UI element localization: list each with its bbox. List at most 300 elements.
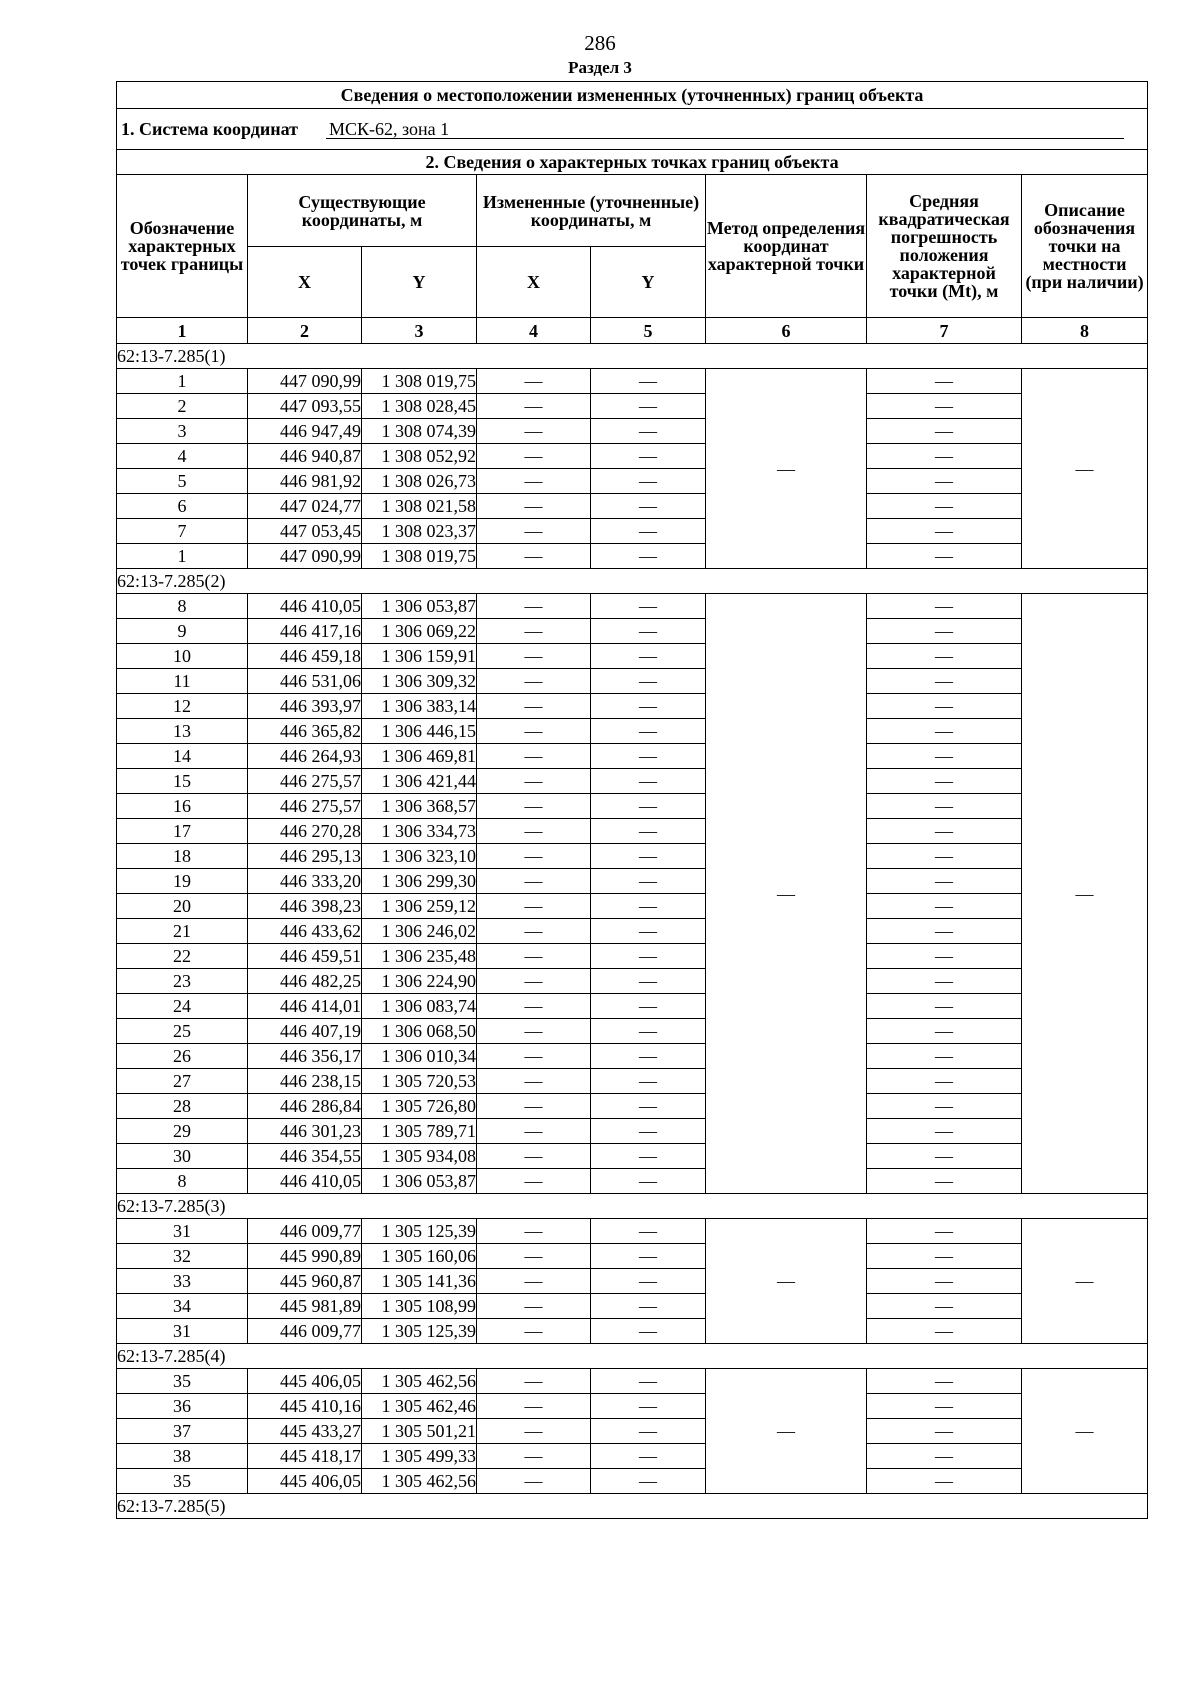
existing-y: 1 305 462,46 <box>362 1394 477 1419</box>
error-cell: — <box>867 1144 1022 1169</box>
changed-x: — <box>477 794 591 819</box>
existing-x: 447 024,77 <box>248 494 362 519</box>
changed-y: — <box>591 969 706 994</box>
existing-y: 1 305 501,21 <box>362 1419 477 1444</box>
existing-x: 446 407,19 <box>248 1019 362 1044</box>
changed-x: — <box>477 644 591 669</box>
changed-x: — <box>477 444 591 469</box>
changed-y: — <box>591 994 706 1019</box>
existing-y: 1 306 446,15 <box>362 719 477 744</box>
existing-y: 1 305 789,71 <box>362 1119 477 1144</box>
existing-x: 446 940,87 <box>248 444 362 469</box>
error-cell: — <box>867 444 1022 469</box>
cadastral-group-row <box>117 1494 1148 1519</box>
point-label: 21 <box>117 919 248 944</box>
changed-x: — <box>477 1144 591 1169</box>
existing-y: 1 306 068,50 <box>362 1019 477 1044</box>
description-cell: — <box>1022 369 1148 569</box>
point-label: 36 <box>117 1394 248 1419</box>
changed-y: — <box>591 1369 706 1394</box>
table-row <box>117 1144 1148 1169</box>
existing-y: 1 306 323,10 <box>362 844 477 869</box>
changed-x: — <box>477 519 591 544</box>
existing-y: 1 306 053,87 <box>362 1169 477 1194</box>
changed-x: — <box>477 1319 591 1344</box>
column-number: 4 <box>477 318 591 344</box>
changed-y: — <box>591 1319 706 1344</box>
description-cell: — <box>1022 1369 1148 1494</box>
point-label: 13 <box>117 719 248 744</box>
table-row <box>117 819 1148 844</box>
point-label: 12 <box>117 694 248 719</box>
existing-y: 1 306 235,48 <box>362 944 477 969</box>
error-cell: — <box>867 1269 1022 1294</box>
point-label: 1 <box>117 369 248 394</box>
changed-x: — <box>477 394 591 419</box>
existing-y: 1 305 125,39 <box>362 1319 477 1344</box>
existing-x: 446 482,25 <box>248 969 362 994</box>
changed-x: — <box>477 944 591 969</box>
changed-y: — <box>591 1094 706 1119</box>
error-cell: — <box>867 869 1022 894</box>
existing-x: 446 009,77 <box>248 1319 362 1344</box>
point-label: 10 <box>117 644 248 669</box>
point-label: 37 <box>117 1419 248 1444</box>
table-row <box>117 394 1148 419</box>
table-title: Сведения о местоположении измененных (уточненных) границ объекта <box>117 82 1148 109</box>
existing-y: 1 306 309,32 <box>362 669 477 694</box>
point-label: 22 <box>117 944 248 969</box>
changed-y: — <box>591 894 706 919</box>
column-number: 8 <box>1022 318 1148 344</box>
error-cell: — <box>867 1094 1022 1119</box>
point-label: 29 <box>117 1119 248 1144</box>
method-cell: — <box>706 594 867 1194</box>
header-x-changed: X <box>477 247 591 318</box>
existing-y: 1 306 053,87 <box>362 594 477 619</box>
changed-x: — <box>477 544 591 569</box>
changed-y: — <box>591 744 706 769</box>
column-number: 3 <box>362 318 477 344</box>
error-cell: — <box>867 969 1022 994</box>
point-label: 23 <box>117 969 248 994</box>
cadastral-number: 62:13-7.285(3) <box>117 1194 1148 1219</box>
changed-x: — <box>477 369 591 394</box>
existing-x: 446 238,15 <box>248 1069 362 1094</box>
changed-y: — <box>591 1419 706 1444</box>
changed-y: — <box>591 844 706 869</box>
table-row <box>117 1069 1148 1094</box>
table-row <box>117 1169 1148 1194</box>
existing-y: 1 306 083,74 <box>362 994 477 1019</box>
changed-x: — <box>477 1369 591 1394</box>
changed-x: — <box>477 1444 591 1469</box>
existing-y: 1 308 023,37 <box>362 519 477 544</box>
changed-y: — <box>591 694 706 719</box>
point-label: 34 <box>117 1294 248 1319</box>
changed-y: — <box>591 944 706 969</box>
column-number: 6 <box>706 318 867 344</box>
existing-y: 1 308 026,73 <box>362 469 477 494</box>
existing-y: 1 306 224,90 <box>362 969 477 994</box>
existing-y: 1 306 259,12 <box>362 894 477 919</box>
table-row <box>117 1444 1148 1469</box>
changed-y: — <box>591 1294 706 1319</box>
changed-x: — <box>477 494 591 519</box>
table-row <box>117 944 1148 969</box>
changed-y: — <box>591 644 706 669</box>
table-row <box>117 419 1148 444</box>
changed-x: — <box>477 594 591 619</box>
changed-y: — <box>591 494 706 519</box>
table-row <box>117 594 1148 619</box>
point-label: 33 <box>117 1269 248 1294</box>
table-row <box>117 1419 1148 1444</box>
changed-x: — <box>477 1419 591 1444</box>
point-label: 3 <box>117 419 248 444</box>
changed-y: — <box>591 619 706 644</box>
table-row <box>117 694 1148 719</box>
description-cell: — <box>1022 1219 1148 1344</box>
point-label: 24 <box>117 994 248 1019</box>
error-cell: — <box>867 1394 1022 1419</box>
changed-y: — <box>591 869 706 894</box>
point-label: 1 <box>117 544 248 569</box>
cadastral-group-row <box>117 569 1148 594</box>
changed-y: — <box>591 1119 706 1144</box>
changed-x: — <box>477 619 591 644</box>
existing-x: 446 275,57 <box>248 794 362 819</box>
changed-x: — <box>477 1244 591 1269</box>
table-row <box>117 1019 1148 1044</box>
existing-x: 446 393,97 <box>248 694 362 719</box>
changed-y: — <box>591 1069 706 1094</box>
existing-x: 446 286,84 <box>248 1094 362 1119</box>
changed-x: — <box>477 669 591 694</box>
changed-x: — <box>477 1169 591 1194</box>
column-number: 2 <box>248 318 362 344</box>
existing-x: 446 414,01 <box>248 994 362 1019</box>
existing-x: 445 433,27 <box>248 1419 362 1444</box>
header-existing-coords: Существующие координаты, м <box>248 175 477 247</box>
table-row <box>117 1094 1148 1119</box>
point-label: 35 <box>117 1469 248 1494</box>
existing-y: 1 308 028,45 <box>362 394 477 419</box>
existing-y: 1 305 125,39 <box>362 1219 477 1244</box>
existing-x: 446 009,77 <box>248 1219 362 1244</box>
changed-y: — <box>591 1019 706 1044</box>
changed-x: — <box>477 694 591 719</box>
table-row <box>117 1294 1148 1319</box>
table-row <box>117 719 1148 744</box>
error-cell: — <box>867 369 1022 394</box>
changed-y: — <box>591 419 706 444</box>
coordinate-system-label: 1. Система координат <box>121 118 298 139</box>
error-cell: — <box>867 1469 1022 1494</box>
cadastral-number: 62:13-7.285(5) <box>117 1494 1148 1519</box>
changed-x: — <box>477 1069 591 1094</box>
point-label: 9 <box>117 619 248 644</box>
description-cell: — <box>1022 594 1148 1194</box>
table-row <box>117 1244 1148 1269</box>
header-changed-coords: Измененные (уточненные) координаты, м <box>477 175 706 247</box>
existing-x: 446 947,49 <box>248 419 362 444</box>
error-cell: — <box>867 819 1022 844</box>
changed-y: — <box>591 769 706 794</box>
error-cell: — <box>867 594 1022 619</box>
existing-y: 1 305 726,80 <box>362 1094 477 1119</box>
error-cell: — <box>867 769 1022 794</box>
table-row <box>117 969 1148 994</box>
existing-x: 445 418,17 <box>248 1444 362 1469</box>
changed-y: — <box>591 719 706 744</box>
point-label: 16 <box>117 794 248 819</box>
changed-x: — <box>477 1394 591 1419</box>
table-row <box>117 769 1148 794</box>
existing-x: 446 459,51 <box>248 944 362 969</box>
changed-x: — <box>477 1219 591 1244</box>
changed-x: — <box>477 1294 591 1319</box>
table-row <box>117 1369 1148 1394</box>
error-cell: — <box>867 469 1022 494</box>
changed-x: — <box>477 1044 591 1069</box>
existing-x: 446 301,23 <box>248 1119 362 1144</box>
table-row <box>117 494 1148 519</box>
existing-x: 446 410,05 <box>248 1169 362 1194</box>
changed-y: — <box>591 794 706 819</box>
existing-x: 446 333,20 <box>248 869 362 894</box>
point-label: 5 <box>117 469 248 494</box>
header-x-existing: X <box>248 247 362 318</box>
existing-y: 1 308 021,58 <box>362 494 477 519</box>
point-label: 27 <box>117 1069 248 1094</box>
existing-y: 1 306 334,73 <box>362 819 477 844</box>
point-label: 20 <box>117 894 248 919</box>
existing-y: 1 305 934,08 <box>362 1144 477 1169</box>
cadastral-group-row <box>117 1344 1148 1369</box>
changed-y: — <box>591 1169 706 1194</box>
error-cell: — <box>867 1319 1022 1344</box>
coordinate-system-row <box>117 109 1148 150</box>
table-row <box>117 619 1148 644</box>
existing-y: 1 306 368,57 <box>362 794 477 819</box>
existing-y: 1 305 499,33 <box>362 1444 477 1469</box>
column-number: 1 <box>117 318 248 344</box>
existing-y: 1 305 108,99 <box>362 1294 477 1319</box>
existing-x: 446 270,28 <box>248 819 362 844</box>
existing-y: 1 308 019,75 <box>362 544 477 569</box>
existing-y: 1 306 069,22 <box>362 619 477 644</box>
error-cell: — <box>867 1019 1022 1044</box>
changed-y: — <box>591 1219 706 1244</box>
existing-y: 1 305 160,06 <box>362 1244 477 1269</box>
changed-x: — <box>477 744 591 769</box>
error-cell: — <box>867 619 1022 644</box>
table-row <box>117 1469 1148 1494</box>
changed-y: — <box>591 1244 706 1269</box>
error-cell: — <box>867 1419 1022 1444</box>
existing-x: 445 990,89 <box>248 1244 362 1269</box>
existing-y: 1 306 299,30 <box>362 869 477 894</box>
existing-x: 446 459,18 <box>248 644 362 669</box>
boundary-table <box>116 81 1148 1519</box>
point-label: 7 <box>117 519 248 544</box>
changed-y: — <box>591 544 706 569</box>
changed-x: — <box>477 869 591 894</box>
changed-y: — <box>591 594 706 619</box>
table-row <box>117 1394 1148 1419</box>
point-label: 38 <box>117 1444 248 1469</box>
header-method: Метод определения координат характерной точки <box>706 175 867 318</box>
error-cell: — <box>867 919 1022 944</box>
error-cell: — <box>867 644 1022 669</box>
error-cell: — <box>867 844 1022 869</box>
error-cell: — <box>867 994 1022 1019</box>
method-cell: — <box>706 1369 867 1494</box>
table-row <box>117 1119 1148 1144</box>
existing-y: 1 305 462,56 <box>362 1369 477 1394</box>
table-row <box>117 469 1148 494</box>
existing-x: 445 406,05 <box>248 1469 362 1494</box>
error-cell: — <box>867 1369 1022 1394</box>
table-row <box>117 644 1148 669</box>
existing-y: 1 308 052,92 <box>362 444 477 469</box>
method-cell: — <box>706 369 867 569</box>
header-y-changed: Y <box>591 247 706 318</box>
error-cell: — <box>867 744 1022 769</box>
table-row <box>117 794 1148 819</box>
existing-x: 446 264,93 <box>248 744 362 769</box>
changed-x: — <box>477 769 591 794</box>
section-title: Раздел 3 <box>568 58 632 77</box>
error-cell: — <box>867 944 1022 969</box>
point-label: 8 <box>117 594 248 619</box>
changed-x: — <box>477 1019 591 1044</box>
table-row <box>117 369 1148 394</box>
changed-y: — <box>591 1444 706 1469</box>
changed-y: — <box>591 519 706 544</box>
cadastral-number: 62:13-7.285(1) <box>117 344 1148 369</box>
existing-x: 445 410,16 <box>248 1394 362 1419</box>
point-label: 14 <box>117 744 248 769</box>
table-row <box>117 994 1148 1019</box>
existing-y: 1 306 010,34 <box>362 1044 477 1069</box>
table-row <box>117 1219 1148 1244</box>
point-label: 8 <box>117 1169 248 1194</box>
column-number: 7 <box>867 318 1022 344</box>
existing-x: 447 053,45 <box>248 519 362 544</box>
changed-y: — <box>591 444 706 469</box>
changed-y: — <box>591 919 706 944</box>
changed-y: — <box>591 1394 706 1419</box>
coordinate-system-value: МСК-62, зона 1 <box>326 120 1124 139</box>
error-cell: — <box>867 694 1022 719</box>
table-row <box>117 444 1148 469</box>
existing-x: 446 398,23 <box>248 894 362 919</box>
existing-x: 446 275,57 <box>248 769 362 794</box>
changed-x: — <box>477 1119 591 1144</box>
table-row <box>117 1269 1148 1294</box>
changed-y: — <box>591 1044 706 1069</box>
point-label: 4 <box>117 444 248 469</box>
point-label: 31 <box>117 1219 248 1244</box>
existing-x: 447 090,99 <box>248 544 362 569</box>
point-label: 11 <box>117 669 248 694</box>
existing-x: 446 531,06 <box>248 669 362 694</box>
point-label: 19 <box>117 869 248 894</box>
changed-x: — <box>477 844 591 869</box>
error-cell: — <box>867 1169 1022 1194</box>
table-row <box>117 844 1148 869</box>
existing-x: 446 356,17 <box>248 1044 362 1069</box>
error-cell: — <box>867 1294 1022 1319</box>
changed-y: — <box>591 1269 706 1294</box>
table-row <box>117 744 1148 769</box>
point-label: 6 <box>117 494 248 519</box>
changed-x: — <box>477 419 591 444</box>
changed-y: — <box>591 669 706 694</box>
existing-x: 446 365,82 <box>248 719 362 744</box>
column-number: 5 <box>591 318 706 344</box>
error-cell: — <box>867 794 1022 819</box>
error-cell: — <box>867 519 1022 544</box>
existing-y: 1 305 720,53 <box>362 1069 477 1094</box>
error-cell: — <box>867 669 1022 694</box>
existing-y: 1 308 019,75 <box>362 369 477 394</box>
changed-y: — <box>591 1144 706 1169</box>
changed-x: — <box>477 894 591 919</box>
cadastral-group-row <box>117 344 1148 369</box>
changed-x: — <box>477 1094 591 1119</box>
changed-x: — <box>477 1269 591 1294</box>
table-row <box>117 919 1148 944</box>
changed-y: — <box>591 1469 706 1494</box>
error-cell: — <box>867 1219 1022 1244</box>
existing-y: 1 306 246,02 <box>362 919 477 944</box>
changed-x: — <box>477 994 591 1019</box>
existing-y: 1 306 159,91 <box>362 644 477 669</box>
point-label: 31 <box>117 1319 248 1344</box>
error-cell: — <box>867 1119 1022 1144</box>
error-cell: — <box>867 719 1022 744</box>
point-label: 28 <box>117 1094 248 1119</box>
existing-y: 1 306 421,44 <box>362 769 477 794</box>
point-label: 2 <box>117 394 248 419</box>
existing-x: 446 354,55 <box>248 1144 362 1169</box>
changed-x: — <box>477 719 591 744</box>
existing-x: 446 417,16 <box>248 619 362 644</box>
existing-x: 446 981,92 <box>248 469 362 494</box>
changed-x: — <box>477 469 591 494</box>
existing-x: 446 410,05 <box>248 594 362 619</box>
changed-y: — <box>591 394 706 419</box>
cadastral-group-row <box>117 1194 1148 1219</box>
changed-y: — <box>591 469 706 494</box>
error-cell: — <box>867 1244 1022 1269</box>
header-y-existing: Y <box>362 247 477 318</box>
changed-x: — <box>477 819 591 844</box>
point-label: 18 <box>117 844 248 869</box>
existing-y: 1 308 074,39 <box>362 419 477 444</box>
table-row <box>117 669 1148 694</box>
header-col1: Обозначение характерных точек границы <box>117 175 248 318</box>
error-cell: — <box>867 1044 1022 1069</box>
changed-y: — <box>591 369 706 394</box>
table-row <box>117 894 1148 919</box>
error-cell: — <box>867 894 1022 919</box>
point-label: 26 <box>117 1044 248 1069</box>
error-cell: — <box>867 1444 1022 1469</box>
